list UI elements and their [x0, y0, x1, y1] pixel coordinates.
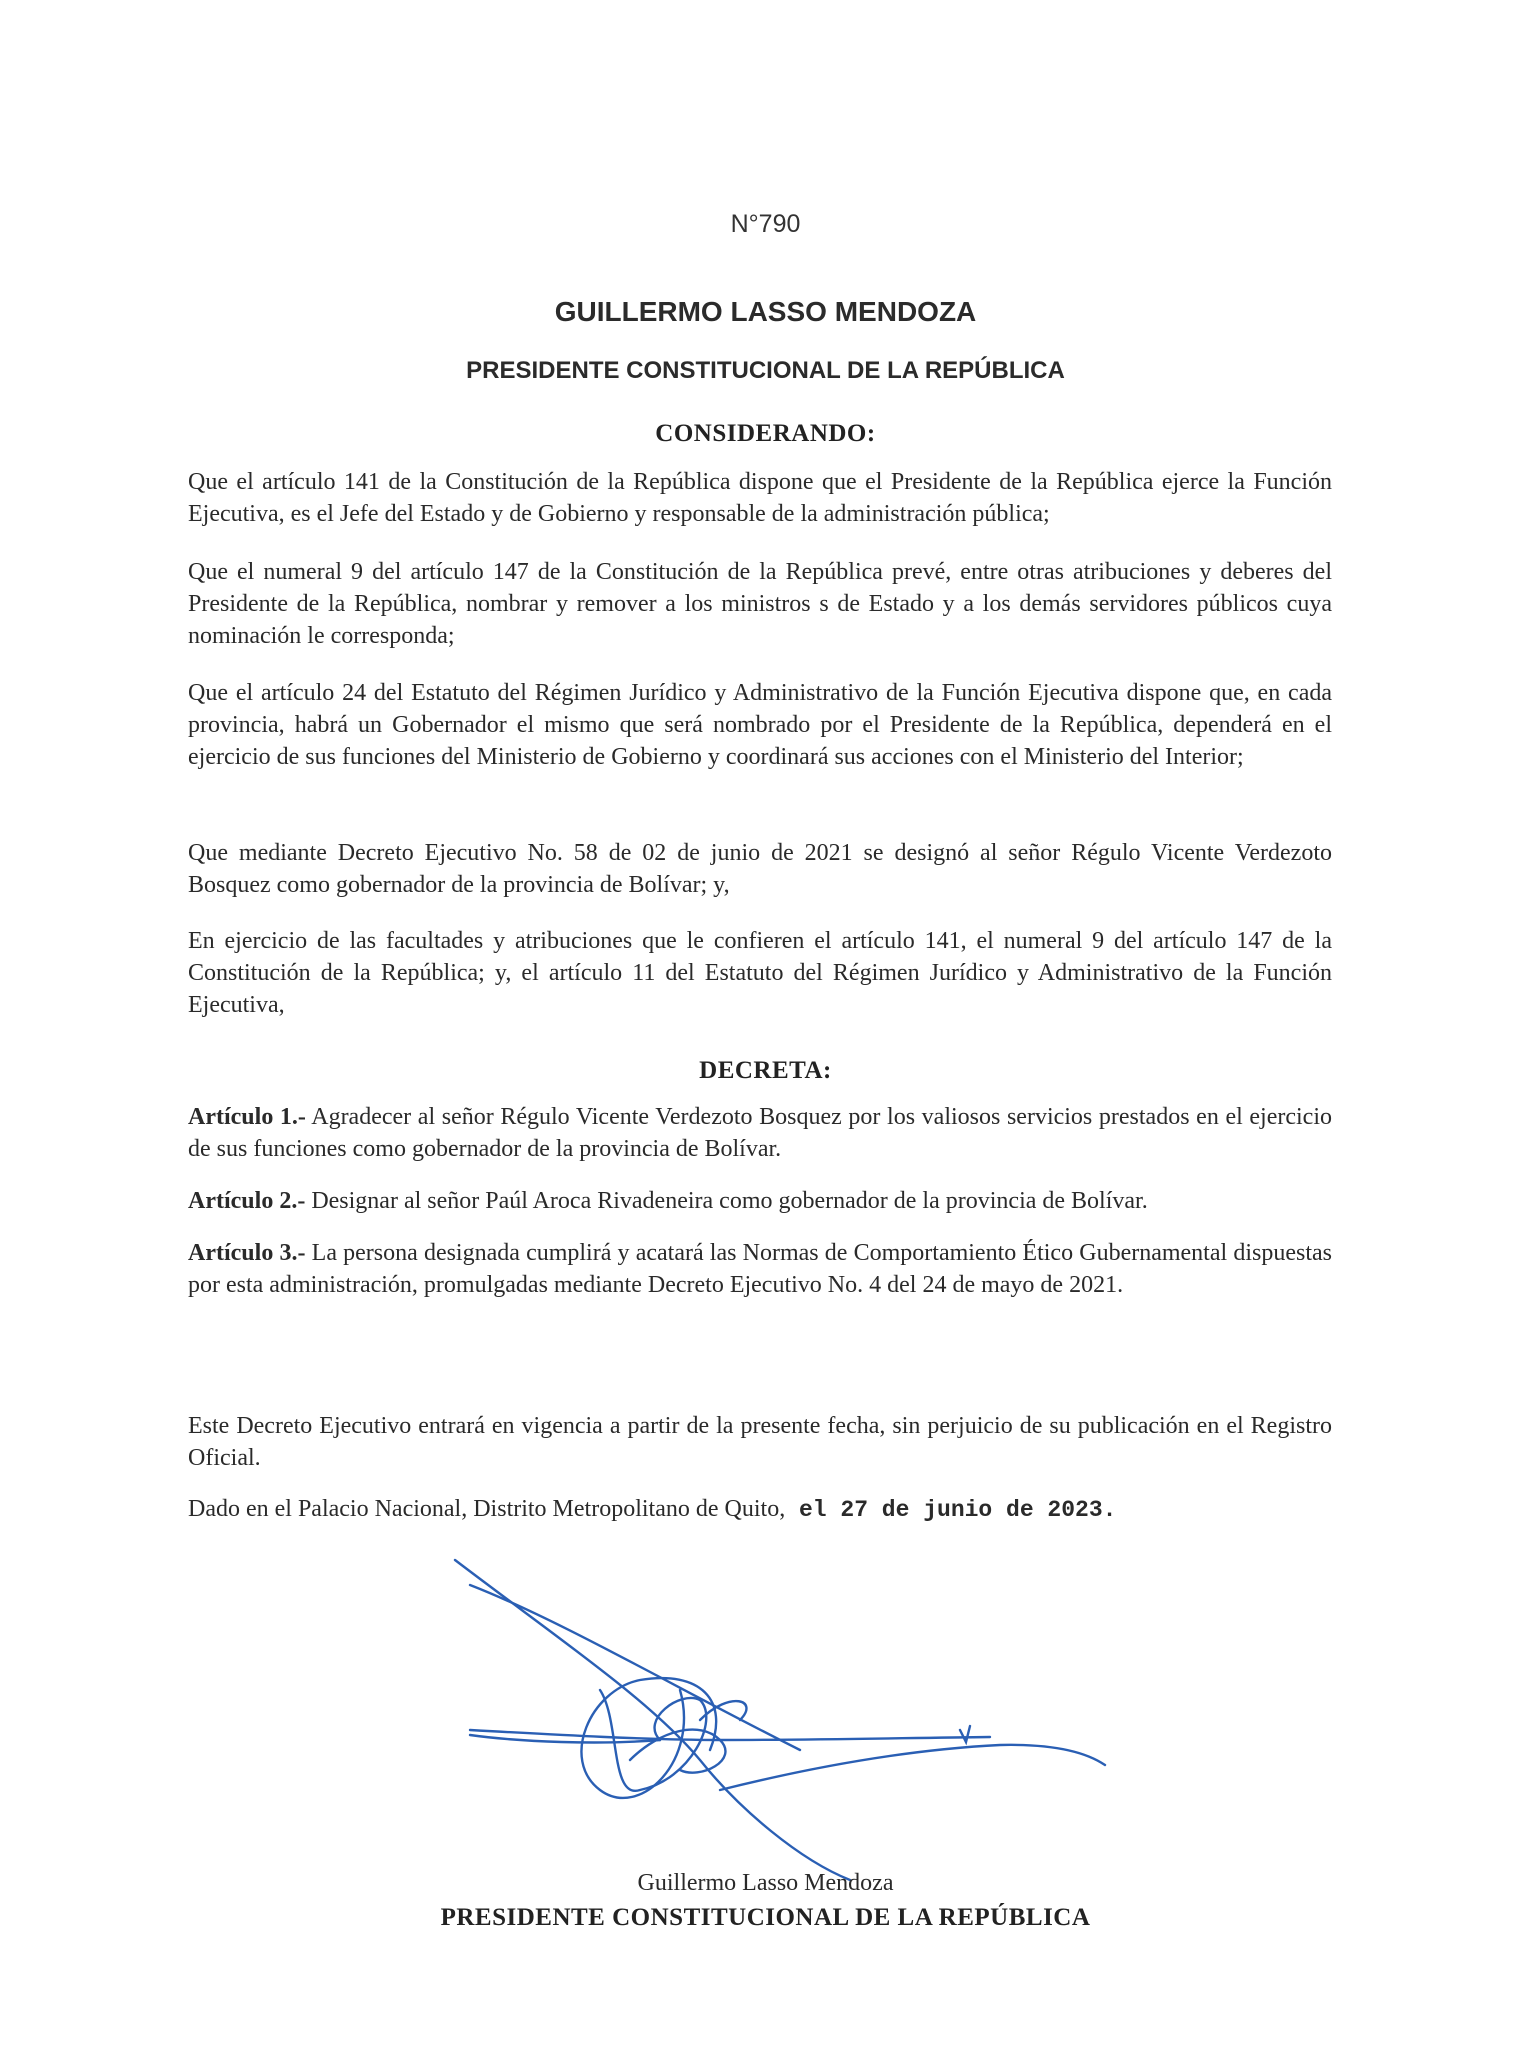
article-3-label: Artículo 3.- [188, 1240, 306, 1266]
article-2-label: Artículo 2.- [188, 1188, 306, 1214]
dado-prefix: Dado en el Palacio Nacional, Distrito Metropolitano de Quito, [188, 1496, 786, 1522]
president-title-heading: PRESIDENTE CONSTITUCIONAL DE LA REPÚBLICA [466, 357, 1065, 384]
considerando-paragraph-1: Que el artículo 141 de la Constitución de la República dispone que el Presidente de la República ejerce la Función Ejecutiva, es el Jefe del Estado y de Gobierno y responsable de la administración pública; [188, 469, 1332, 527]
considerando-paragraph-4: Que mediante Decreto Ejecutivo No. 58 de 02 de junio de 2021 se designó al señor Régulo Vicente Verdezoto Bosquez como gobernador de la provincia de Bolívar; y, [188, 840, 1332, 898]
article-1 [188, 1101, 1332, 1165]
considerando-paragraph-2: Que el numeral 9 del artículo 147 de la Constitución de la República prevé, entre otras atribuciones y deberes del Presidente de la República, nombrar y remover a los ministros s de Estado y a los demás servidores públicos cuya nominación le corresponda; [188, 559, 1332, 649]
signatory-name: Guillermo Lasso Mendoza [637, 1870, 894, 1896]
considerando-paragraph-5: En ejercicio de las facultades y atribuciones que le confieren el artículo 141, el numeral 9 del artículo 147 de la Constitución de la República; y, el artículo 11 del Estatuto del Régimen Jurídico y Administrativo de la Función Ejecutiva, [188, 928, 1332, 1018]
vigencia-paragraph: Este Decreto Ejecutivo entrará en vigencia a partir de la presente fecha, sin perjuicio de su publicación en el Registro Oficial. [188, 1413, 1332, 1471]
article-3-text: La persona designada cumplirá y acatará las Normas de Comportamiento Ético Gubernamental dispuestas por esta administración, promulgadas mediante Decreto Ejecutivo No. 4 del 24 de mayo de 2021. [188, 1240, 1332, 1298]
considerando-paragraph-3: Que el artículo 24 del Estatuto del Régimen Jurídico y Administrativo de la Función Ejecutiva dispone que, en cada provincia, habrá un Gobernador el mismo que será nombrado por el Presidente de la República, dependerá en el ejercicio de sus funciones del Ministerio de Gobierno y coordinará sus acciones con el Ministerio del Interior; [188, 680, 1332, 770]
decree-number: N°790 [730, 210, 801, 238]
article-1-text: Agradecer al señor Régulo Vicente Verdezoto Bosquez por los valiosos servicios prestados en el ejercicio de sus funciones como gobernador de la provincia de Bolívar. [188, 1104, 1332, 1162]
article-1-label: Artículo 1.- [188, 1104, 306, 1130]
article-3 [188, 1237, 1332, 1301]
dado-date-stamp: el 27 de junio de 2023. [785, 1497, 1117, 1523]
considerando-heading: CONSIDERANDO: [655, 420, 876, 447]
dado-paragraph [188, 1493, 1332, 1526]
article-2-text: Designar al señor Paúl Aroca Rivadeneira como gobernador de la provincia de Bolívar. [305, 1188, 1148, 1214]
signatory-title: PRESIDENTE CONSTITUCIONAL DE LA REPÚBLICA [440, 1904, 1091, 1931]
article-2 [188, 1185, 1332, 1217]
decreta-heading: DECRETA: [699, 1057, 832, 1084]
president-name-heading: GUILLERMO LASSO MENDOZA [554, 296, 977, 327]
